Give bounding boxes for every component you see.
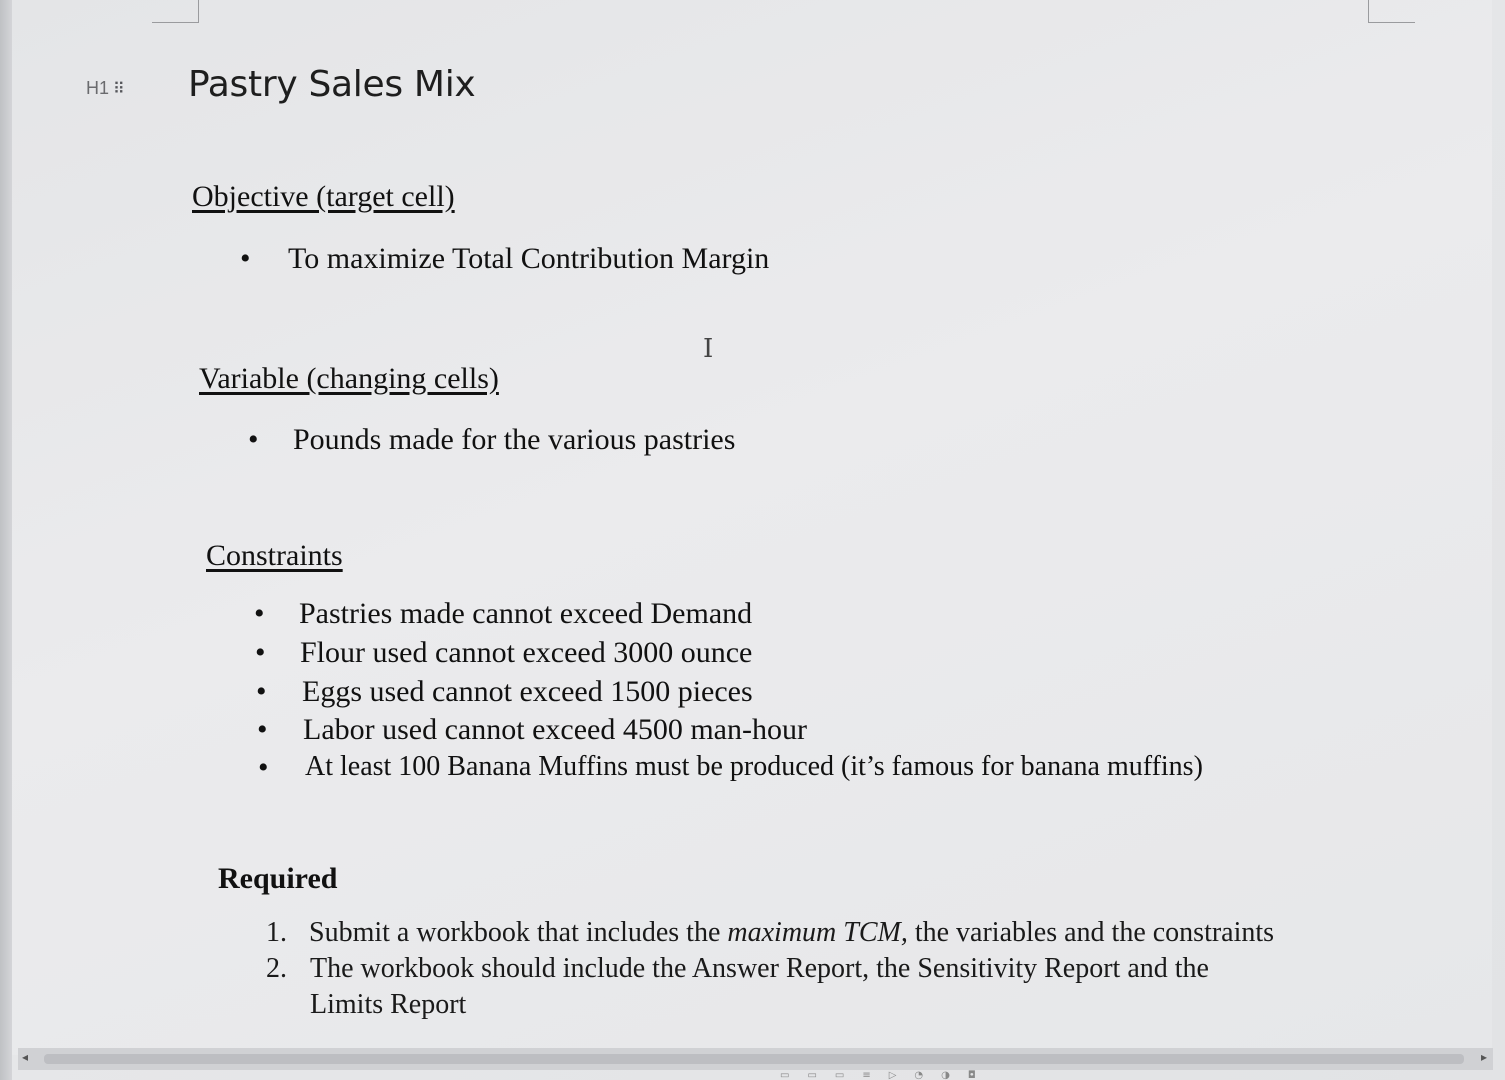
- constraints-heading[interactable]: Constraints: [206, 539, 343, 572]
- required-item-text: Submit a workbook that includes the maximum TCM, the variables and the constraints: [309, 917, 1275, 948]
- constraint-item-text: Eggs used cannot exceed 1500 pieces: [302, 675, 753, 708]
- page-corner-mark-right: [1368, 0, 1415, 23]
- scrollbar-thumb[interactable]: [44, 1054, 1464, 1064]
- horizontal-scrollbar[interactable]: [18, 1048, 1493, 1070]
- emphasized-text: maximum TCM,: [727, 917, 908, 948]
- page-corner-mark-left: [152, 0, 199, 23]
- bullet-icon: •: [257, 713, 268, 746]
- constraint-item-text: Labor used cannot exceed 4500 man-hour: [303, 713, 807, 746]
- bullet-icon: •: [256, 675, 267, 708]
- bullet-icon: •: [240, 242, 251, 275]
- bullet-icon: •: [248, 423, 259, 456]
- required-item-text: The workbook should include the Answer Report, the Sensitivity Report and the: [310, 953, 1209, 984]
- list-number: 2.: [266, 953, 287, 984]
- bullet-icon: •: [254, 597, 265, 630]
- document-page[interactable]: [12, 0, 1492, 1055]
- bottom-toolbar-icons[interactable]: ▭▭▭≡▷◔◑◘: [780, 1070, 994, 1080]
- list-number: 1.: [266, 917, 287, 948]
- text-cursor-icon: I: [703, 334, 714, 364]
- document-title[interactable]: Pastry Sales Mix: [188, 64, 476, 105]
- heading-style-handle[interactable]: [86, 78, 124, 99]
- window-left-edge: [0, 0, 12, 1080]
- bullet-icon: •: [255, 636, 266, 669]
- variable-item-text: Pounds made for the various pastries: [293, 423, 736, 456]
- constraint-item-text: Pastries made cannot exceed Demand: [299, 597, 753, 630]
- bullet-icon: •: [258, 751, 269, 784]
- heading-level-label: H1: [86, 78, 110, 98]
- constraint-item-text: At least 100 Banana Muffins must be produced (it’s famous for banana muffins): [305, 751, 1203, 782]
- scroll-right-icon[interactable]: ▸: [1480, 1050, 1487, 1064]
- variable-heading[interactable]: Variable (changing cells): [199, 362, 499, 395]
- required-item-text-continued: Limits Report: [310, 989, 467, 1020]
- objective-heading[interactable]: Objective (target cell): [192, 180, 455, 213]
- objective-item-text: To maximize Total Contribution Margin: [288, 242, 770, 275]
- required-heading[interactable]: Required: [218, 862, 338, 895]
- constraint-item-text: Flour used cannot exceed 3000 ounce: [300, 636, 753, 669]
- scroll-left-icon[interactable]: ◂: [22, 1050, 29, 1064]
- drag-handle-icon[interactable]: ⠿: [113, 80, 124, 98]
